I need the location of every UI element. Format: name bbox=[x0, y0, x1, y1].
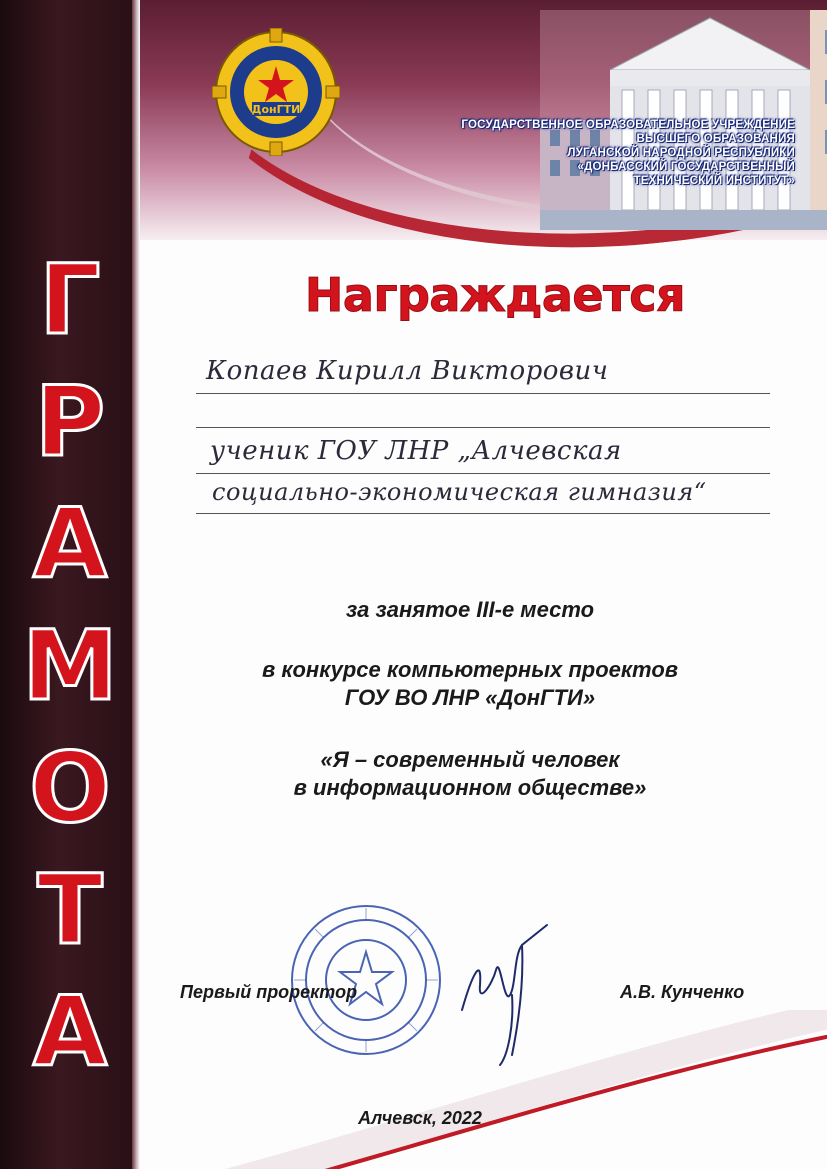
description-underline bbox=[196, 513, 770, 514]
theme-line-2: в информационном обществе» bbox=[293, 775, 647, 800]
city-year: Алчевск, 2022 bbox=[358, 1108, 482, 1128]
place-text: за занятое III-е место bbox=[345, 597, 595, 622]
side-band-edge bbox=[132, 0, 140, 1169]
recipient-name: Копаев Кирилл Викторович bbox=[206, 356, 609, 386]
organization-name bbox=[395, 118, 795, 188]
logo-text: ДонГТИ bbox=[251, 103, 301, 116]
title-letter: Р bbox=[34, 366, 106, 478]
organization-line: «ДОНБАССКИЙ ГОСУДАРСТВЕННЫЙ bbox=[577, 161, 795, 173]
organization-line: ГОСУДАРСТВЕННОЕ ОБРАЗОВАТЕЛЬНОЕ УЧРЕЖДЕНИЕ bbox=[461, 119, 795, 131]
signer-title: Первый проректор bbox=[180, 982, 358, 1002]
description-underline bbox=[196, 473, 770, 474]
name-underline bbox=[196, 393, 770, 394]
institute-emblem-logo bbox=[212, 28, 340, 156]
title-letter: А bbox=[32, 488, 108, 600]
signer-name: А.В. Кунченко bbox=[620, 982, 745, 1002]
recipient-description-line-2: социально-экономическая гимназия“ bbox=[212, 478, 707, 506]
award-heading: Награждается bbox=[304, 268, 686, 322]
title-letter: М bbox=[22, 610, 118, 722]
bottom-decor-swoosh bbox=[140, 1010, 827, 1169]
title-letter: О bbox=[29, 732, 111, 844]
title-letter: А bbox=[32, 976, 108, 1088]
theme-line-1: «Я – современный человек bbox=[320, 747, 620, 772]
contest-line-2: ГОУ ВО ЛНР «ДонГТИ» bbox=[344, 685, 596, 710]
title-letter: Т bbox=[37, 854, 103, 966]
organization-line: ТЕХНИЧЕСКИЙ ИНСТИТУТ» bbox=[633, 175, 795, 187]
contest-line-1: в конкурсе компьютерных проектов bbox=[261, 657, 679, 682]
blank-underline bbox=[196, 427, 770, 428]
organization-line: ВЫСШЕГО ОБРАЗОВАНИЯ bbox=[636, 133, 795, 145]
recipient-description-line-1: ученик ГОУ ЛНР „Алчевская bbox=[210, 436, 622, 466]
organization-line: ЛУГАНСКОЙ НАРОДНОЙ РЕСПУБЛИКИ bbox=[567, 147, 795, 159]
title-letter: Г bbox=[39, 244, 101, 356]
